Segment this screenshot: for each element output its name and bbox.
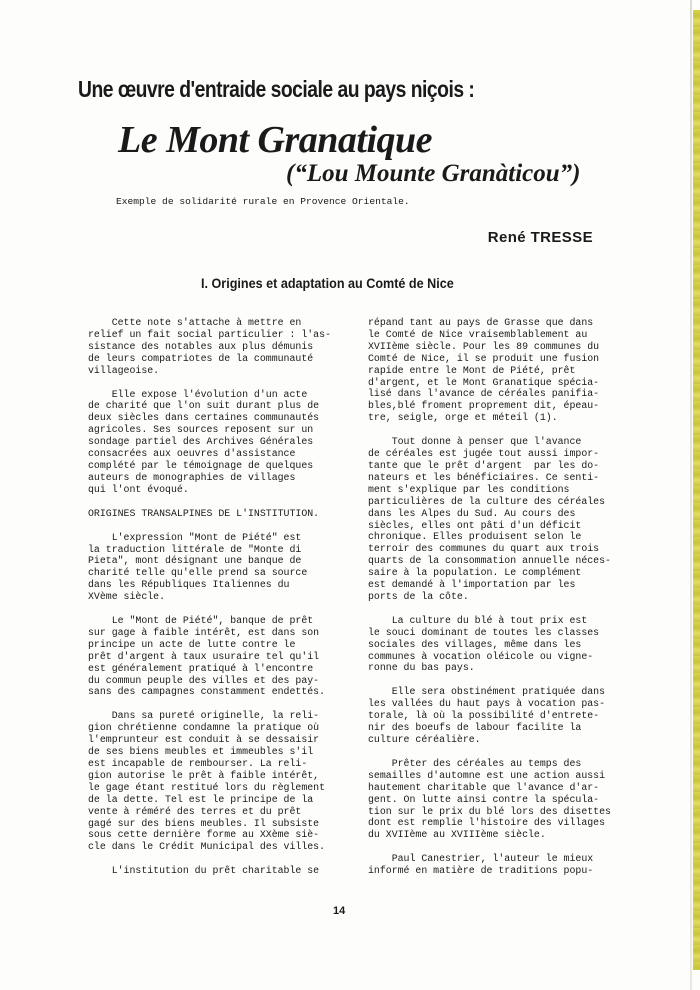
paragraph [88,389,340,496]
text-line: gion chrétienne condamne la pratique où [88,722,320,734]
text-line: villageoise. [88,364,160,376]
text-line: Pieta", mont désignant une banque de [88,555,302,567]
text-line: de charité que l'on suit durant plus de [88,400,320,412]
paragraph [368,615,620,675]
text-line: gent. On lutte ainsi contre la spécula- [368,793,600,805]
text-line: de la dette. Tel est le principe de la [88,793,314,805]
text-line: rapide entre le Mont de Piété, prêt [368,364,576,376]
text-line: deux siècles dans certaines communautés [88,412,320,424]
left-column [88,317,340,889]
text-line: complété par le témoignage de quelques [88,459,314,471]
text-line: tion sur le prix du blé lors des disettes [368,805,611,817]
text-line: Elle expose l'évolution d'un acte [88,388,308,400]
text-line: bles,blé froment proprement dit, épeau- [368,400,600,412]
text-line: est demandé à l'importation par les [368,579,576,591]
text-line: dont est remplie l'histoire des villages [368,817,606,829]
text-line: gion autorise le prêt à faible intérêt, [88,769,320,781]
text-line: du XVIIème au XVIIIème siècle. [368,829,546,841]
text-line: semailles d'automne est une action aussi [368,769,606,781]
paragraph [88,317,340,377]
text-line: est incapable de rembourser. La reli- [88,758,308,769]
text-line: Le "Mont de Piété", banque de prêt [88,615,314,627]
text-line: communes à vocation oléicole ou vigne- [368,650,594,662]
page-edge-shadow [690,0,692,990]
text-line: quarts de la consommation annuelle néces- [368,555,611,567]
text-line: ronne du bas pays. [368,662,475,674]
text-line: de céréales est jugée tout aussi impor- [368,448,600,460]
text-line: Cette note s'attache à mettre en [88,317,302,328]
text-line: d'argent, et le Mont Granatique spécia- [368,376,600,388]
text-line: informé en matière de traditions popu- [368,865,594,877]
text-line: consacrées aux oeuvres d'assistance [88,448,296,460]
text-line: ports de la côte. [368,590,469,602]
text-line: torale, là où la possibilité d'entrete- [368,710,600,722]
text-line: qui l'ont évoqué. [88,483,189,495]
text-line: L'expression "Mont de Piété" est [88,531,302,543]
paragraph [88,532,340,603]
text-line: est généralement pratiqué à l'encontre [88,662,314,674]
text-line: XVIIème siècle. Pour les 89 communes du [368,340,600,352]
text-line: de leurs compatriotes de la communauté [88,352,314,364]
text-line: Paul Canestrier, l'auteur le mieux [368,853,594,865]
paragraph [368,686,620,746]
article-subtitle: (“Lou Mounte Granàticou”) [286,160,581,187]
text-line: ORIGINES TRANSALPINES DE L'INSTITUTION. [88,507,320,519]
text-line: ment s'explique par les conditions [368,483,570,495]
section-heading: I. Origines et adaptation au Comté de Nice [201,275,454,291]
text-line: le Comté de Nice vraisemblablement au [368,328,588,340]
text-line: Tout donne à penser que l'avance [368,436,582,448]
text-line: cle dans le Crédit Municipal des villes. [88,841,326,853]
paragraph [368,853,620,877]
paragraph [88,508,340,520]
text-line: nateurs et les bénéficiaires. Ce senti- [368,471,600,483]
text-line: dans les Alpes du Sud. Au cours des [368,507,576,519]
text-line: lisé dans l'avance de céréales panifia- [368,388,600,400]
paragraph [368,317,620,424]
article-supertitle: Une œuvre d'entraide sociale au pays niçois : [78,76,475,102]
text-line: de ses biens meubles et immeubles s'il [88,746,314,758]
binding-edge-band [693,10,700,970]
text-line: La culture du blé à tout prix est [368,614,588,626]
right-column [368,317,620,889]
article-title: Le Mont Granatique [118,119,433,161]
paragraph [88,865,340,877]
text-line: chronique. Elles produisent selon le [368,531,582,543]
text-line: Elle sera obstinément pratiquée dans [368,686,606,698]
text-line: sur gage à faible intérêt, est dans son [88,626,320,638]
article-tagline: Exemple de solidarité rurale en Provence Orientale. [116,196,410,207]
text-line: sociales des villages, même dans les [368,638,582,650]
text-line: les vallées du haut pays à vocation pas- [368,698,606,710]
page-number: 14 [333,905,346,917]
text-line: sans des campagnes constamment endettés. [88,686,326,698]
paragraph [368,436,620,603]
text-line: sous cette dernière forme au XXème siè- [88,829,320,841]
text-line: culture céréalière. [368,734,481,745]
text-line: charité telle qu'elle prend sa source [88,567,308,579]
text-line: prêt d'argent à taux usuraire tel qu'il [88,650,320,662]
text-line: Comté de Nice, il se produit une fusion [368,352,600,364]
text-line: L'institution du prêt charitable se [88,865,320,877]
text-line: vente à réméré des terres et du prêt [88,805,302,817]
text-line: terroir des communes du quart aux trois [368,543,600,555]
text-line: le gage étant restitué lors du règlement [88,781,326,793]
text-line: du commun peuple des villes et des pay- [88,674,320,686]
paragraph [88,615,340,698]
article-author: René TRESSE [487,229,593,246]
text-line: hautement charitable que l'avance d'ar- [368,781,600,793]
text-line: la traduction littérale de "Monte di [88,543,302,555]
text-line: le souci dominant de toutes les classes [368,626,600,638]
text-line: Prêter des céréales au temps des [368,757,582,769]
text-line: XVème siècle. [88,591,166,603]
text-line: particulières de la culture des céréales [368,495,606,507]
text-line: nir des boeufs de labour facilite la [368,722,582,734]
text-line: l'emprunteur est conduit à se dessaisir [88,734,320,746]
text-line: siècles, elles ont pâti d'un déficit [368,519,582,531]
text-line: relief un fait social particulier : l'as- [88,328,331,340]
text-line: sondage partiel des Archives Générales [88,436,314,448]
text-line: Dans sa pureté originelle, la reli- [88,710,320,722]
paragraph [88,710,340,853]
text-line: tante que le prêt d'argent par les do- [368,459,600,471]
text-line: principe un acte de lutte contre le [88,638,296,650]
text-line: répand tant au pays de Grasse que dans [368,317,594,328]
text-line: auteurs de monographies de villages [88,471,296,483]
paragraph [368,758,620,841]
text-line: sistance des notables aux plus démunis [88,340,314,352]
text-line: dans les Républiques Italiennes du [88,579,290,591]
text-line: tre, seigle, orge et méteil (1). [368,412,558,424]
text-line: saire à la population. Le complément [368,567,582,579]
text-line: gagé sur des biens meubles. Il subsiste [88,817,320,829]
text-line: agricoles. Ses sources reposent sur un [88,424,314,436]
